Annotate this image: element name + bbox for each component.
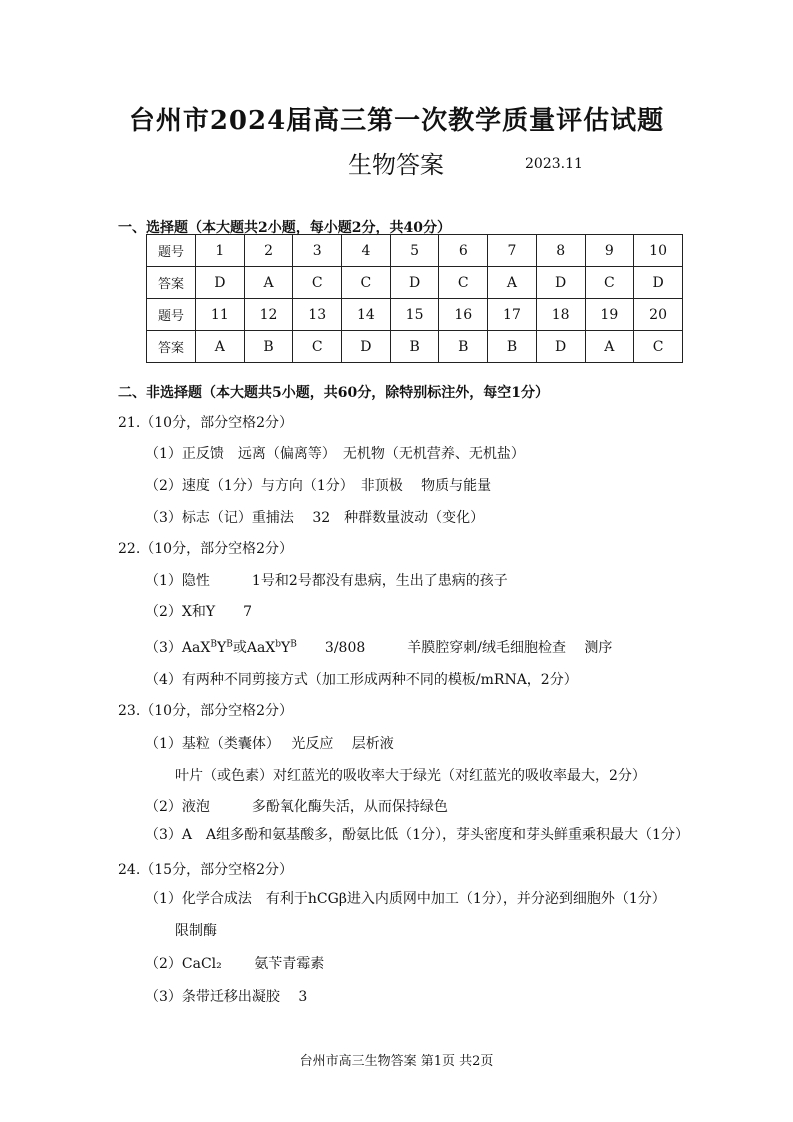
- answer-cell: C: [342, 267, 391, 299]
- question-number-cell: 20: [634, 299, 683, 331]
- q24-line-4: （3）条带迁移出凝胶 3: [145, 989, 308, 1005]
- table-row: [147, 235, 683, 267]
- table-header-cell: 题号: [147, 299, 196, 331]
- answer-cell: D: [634, 267, 683, 299]
- table-header-cell: 答案: [147, 267, 196, 299]
- exam-date: 2023.11: [525, 156, 583, 172]
- question-number-cell: 19: [585, 299, 634, 331]
- q22-line-3: $(3)AaX^BY^B$或$AaX^bY^B$ 3/808 羊膜腔穿刺/绒毛细胞检查 测序: [145, 639, 613, 656]
- answer-cell: D: [196, 267, 245, 299]
- question-number-cell: 2: [244, 235, 293, 267]
- answer-cell: A: [585, 331, 634, 363]
- q21-line-3: （3）标志（记）重捕法 32 种群数量波动（变化）: [145, 510, 485, 526]
- q23-line-4: （3）A A组多酚和氨基酸多，酚氨比低（1分），芽头密度和芽头鲜重乘积最大（1分）: [145, 827, 689, 843]
- answer-cell: C: [293, 331, 342, 363]
- table-row: [147, 267, 683, 299]
- question-number-cell: 7: [488, 235, 537, 267]
- table-header-cell: 题号: [147, 235, 196, 267]
- q24-line-3: （2）CaCl₂ 氨苄青霉素: [145, 956, 325, 972]
- question-number-cell: 8: [536, 235, 585, 267]
- answer-cell: D: [536, 331, 585, 363]
- question-number-cell: 12: [244, 299, 293, 331]
- answer-cell: B: [390, 331, 439, 363]
- question-number-cell: 5: [390, 235, 439, 267]
- q23-line-1: （1）基粒（类囊体） 光反应 层析液: [145, 736, 394, 752]
- q21-line-2: （2）速度（1分）与方向（1分） 非顶极 物质与能量: [145, 478, 492, 494]
- q22-line-3-rest: 3/808 羊膜腔穿刺/绒毛细胞检查 测序: [296, 640, 613, 656]
- q22-header: 22.（10分，部分空格2分）: [118, 541, 293, 557]
- answer-cell: A: [488, 267, 537, 299]
- question-number-cell: 4: [342, 235, 391, 267]
- answer-cell: B: [488, 331, 537, 363]
- question-number-cell: 6: [439, 235, 488, 267]
- choice-answer-table: [146, 234, 683, 363]
- question-number-cell: 17: [488, 299, 537, 331]
- question-number-cell: 9: [585, 235, 634, 267]
- answer-cell: D: [342, 331, 391, 363]
- question-number-cell: 3: [293, 235, 342, 267]
- q21-header: 21.（10分，部分空格2分）: [118, 415, 293, 431]
- page-subtitle: 生物答案: [348, 151, 444, 179]
- question-number-cell: 10: [634, 235, 683, 267]
- question-number-cell: 15: [390, 299, 439, 331]
- answer-cell: A: [244, 267, 293, 299]
- answer-cell: C: [293, 267, 342, 299]
- q23-line-2: 叶片（或色素）对红蓝光的吸收率大于绿光（对红蓝光的吸收率最大，2分）: [175, 768, 646, 784]
- section2-heading: 二、非选择题（本大题共5小题，共60分，除特别标注外，每空1分）: [118, 385, 549, 401]
- question-number-cell: 13: [293, 299, 342, 331]
- question-number-cell: 14: [342, 299, 391, 331]
- section1-heading: 一、选择题（本大题共2小题，每小题2分，共40分）: [118, 220, 451, 236]
- q24-line-2: 限制酶: [175, 923, 217, 939]
- question-number-cell: 18: [536, 299, 585, 331]
- q24-header: 24.（15分，部分空格2分）: [118, 862, 293, 878]
- question-number-cell: 16: [439, 299, 488, 331]
- q24-line-1: （1）化学合成法 有利于hCGβ进入内质网中加工（1分），并分泌到细胞外（1分）: [145, 891, 666, 907]
- answer-cell: D: [536, 267, 585, 299]
- page-title: 台州市2024届高三第一次教学质量评估试题: [128, 106, 665, 136]
- answer-cell: C: [634, 331, 683, 363]
- q22-line-1: （1）隐性 1号和2号都没有患病，生出了患病的孩子: [145, 573, 508, 589]
- q22-line-3-prefix: （3）AaX: [145, 640, 211, 656]
- answer-cell: B: [439, 331, 488, 363]
- question-number-cell: 1: [196, 235, 245, 267]
- q21-line-1: （1）正反馈 远离（偏离等） 无机物（无机营养、无机盐）: [145, 446, 525, 462]
- q23-header: 23.（10分，部分空格2分）: [118, 703, 293, 719]
- answer-cell: A: [196, 331, 245, 363]
- question-number-cell: 11: [196, 299, 245, 331]
- table-header-cell: 答案: [147, 331, 196, 363]
- answer-cell: B: [244, 331, 293, 363]
- table-row: [147, 299, 683, 331]
- table-row: [147, 331, 683, 363]
- page-footer: 台州市高三生物答案 第1页 共2页: [299, 1054, 494, 1069]
- answer-cell: D: [390, 267, 439, 299]
- q22-line-4: （4）有两种不同剪接方式（加工形成两种不同的模板/mRNA，2分）: [145, 672, 578, 688]
- answer-cell: C: [585, 267, 634, 299]
- q23-line-3: （2）液泡 多酚氧化酶失活，从而保持绿色: [145, 799, 448, 815]
- q22-line-2: （2）X和Y 7: [145, 604, 253, 620]
- answer-cell: C: [439, 267, 488, 299]
